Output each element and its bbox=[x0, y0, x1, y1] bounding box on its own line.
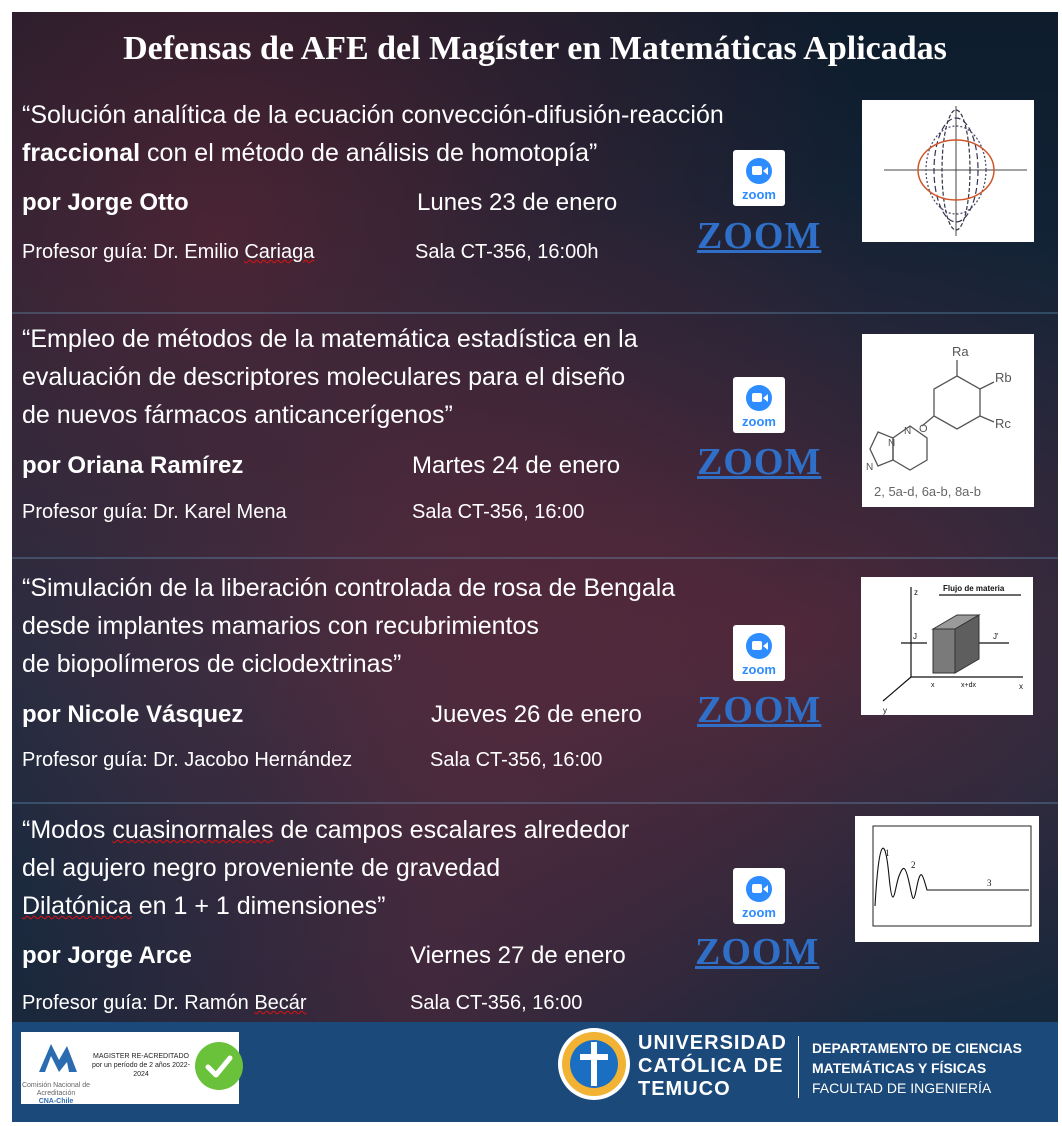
talk-title-line: “Simulación de la liberación controlada de rosa de Bengala bbox=[22, 574, 676, 602]
talk-title-line: desde implantes mamarios con recubrimientos bbox=[22, 612, 539, 640]
ellipse-plot-svg bbox=[862, 100, 1034, 242]
potential-curve bbox=[875, 848, 1029, 906]
region-label-1: 1 bbox=[885, 848, 890, 858]
talk-title bbox=[22, 811, 629, 925]
page-title: Defensas de AFE del Magíster en Matemáticas Aplicadas bbox=[123, 30, 947, 67]
talk-title-line: del agujero negro proveniente de gravedad bbox=[22, 854, 501, 882]
advisor: Profesor guía: Dr. Jacobo Hernández bbox=[22, 749, 353, 771]
region-label-2: 2 bbox=[911, 860, 916, 870]
region-label-3: 3 bbox=[987, 878, 992, 888]
poster bbox=[12, 12, 1058, 1122]
zoom-app-icon[interactable] bbox=[733, 625, 785, 681]
university-name bbox=[638, 1032, 787, 1101]
x-position-label: x bbox=[931, 682, 935, 689]
university-line: CATÓLICA DE bbox=[638, 1055, 784, 1077]
bond bbox=[980, 382, 994, 389]
label-ra: Ra bbox=[952, 344, 969, 359]
cube-front bbox=[933, 629, 955, 673]
video-camera-icon bbox=[746, 158, 772, 184]
talk-title-line: “Solución analítica de la ecuación convección-difusión-reacción bbox=[22, 101, 724, 129]
zoom-link[interactable]: ZOOM bbox=[695, 931, 820, 973]
cna-abbr: CNA-Chile bbox=[38, 1098, 74, 1105]
cna-name-text: Comisión Nacional de Acreditación bbox=[21, 1082, 91, 1097]
zoom-icon-label: zoom bbox=[742, 414, 776, 429]
talk-title-line: “Modos bbox=[22, 816, 113, 844]
cna-logo-icon bbox=[29, 1040, 89, 1074]
figure-molecule bbox=[862, 334, 1034, 507]
talk-title bbox=[22, 96, 724, 172]
zoom-link[interactable]: ZOOM bbox=[697, 689, 822, 731]
room-time: Sala CT-356, 16:00h bbox=[415, 241, 599, 263]
potential-plot-svg bbox=[855, 816, 1039, 942]
talk-date: Lunes 23 de enero bbox=[417, 189, 618, 216]
y-label: y bbox=[883, 706, 887, 715]
advisor bbox=[22, 241, 314, 264]
talk-date: Jueves 26 de enero bbox=[431, 701, 642, 728]
talk-date: Viernes 27 de enero bbox=[410, 942, 626, 969]
x-axis-label: x bbox=[1019, 682, 1023, 691]
talk-title-line: en 1 + 1 dimensiones” bbox=[131, 892, 386, 920]
faculty-line: FACULTAD DE INGENIERÍA bbox=[812, 1080, 992, 1096]
department-name bbox=[812, 1038, 1022, 1098]
logo-cross-vertical bbox=[591, 1042, 597, 1086]
cna-logo-shape bbox=[39, 1044, 77, 1072]
video-camera-icon bbox=[746, 385, 772, 411]
room-time: Sala CT-356, 16:00 bbox=[412, 501, 585, 523]
benzene-ring bbox=[934, 376, 980, 429]
figure-mass-flux bbox=[861, 577, 1033, 715]
checkmark-icon bbox=[195, 1042, 243, 1090]
advisor-surname: Cariaga bbox=[244, 241, 315, 263]
footer-bar bbox=[12, 1022, 1058, 1122]
talk-title-line: de nuevos fármacos anticancerígenos” bbox=[22, 401, 453, 429]
talk-title-squiggle: Dilatónica bbox=[22, 892, 132, 920]
label-rc: Rc bbox=[995, 416, 1011, 431]
university-line: UNIVERSIDAD bbox=[638, 1032, 787, 1054]
mass-flux-svg bbox=[861, 577, 1033, 715]
background-streak bbox=[12, 557, 1058, 559]
talk-title-line: de campos escalares alrededor bbox=[273, 816, 630, 844]
background-streak bbox=[12, 802, 1058, 804]
talk-title bbox=[22, 569, 675, 683]
talk-title-squiggle: cuasinormales bbox=[112, 816, 274, 844]
footer-divider bbox=[798, 1036, 799, 1098]
advisor bbox=[22, 992, 307, 1015]
talk-title-bold: fraccional bbox=[22, 139, 141, 167]
checkmark-stroke bbox=[208, 1058, 230, 1075]
video-camera-icon bbox=[746, 633, 772, 659]
figure-caption: 2, 5a-d, 6a-b, 8a-b bbox=[874, 484, 981, 499]
cna-name bbox=[21, 1082, 91, 1106]
university-line: TEMUCO bbox=[638, 1078, 731, 1100]
talk-title-line: evaluación de descriptores moleculares para el diseño bbox=[22, 363, 626, 391]
room-time: Sala CT-356, 16:00 bbox=[430, 749, 603, 771]
zoom-app-icon[interactable] bbox=[733, 868, 785, 924]
zoom-icon-label: zoom bbox=[742, 905, 776, 920]
checkmark-svg bbox=[195, 1042, 243, 1090]
x-dx-label: x+dx bbox=[961, 682, 976, 689]
zoom-icon-label: zoom bbox=[742, 187, 776, 202]
background-streak bbox=[12, 312, 1058, 314]
advisor: Profesor guía: Dr. Karel Mena bbox=[22, 501, 287, 523]
advisor-prefix: Profesor guía: Dr. Emilio bbox=[22, 241, 245, 263]
plot-frame bbox=[873, 826, 1031, 926]
cna-accreditation-badge bbox=[21, 1032, 239, 1104]
flux-out-label: J' bbox=[993, 632, 999, 641]
zoom-icon-label: zoom bbox=[742, 662, 776, 677]
z-label: z bbox=[914, 588, 918, 597]
figure-ellipse-plot bbox=[862, 100, 1034, 242]
flux-in-label: J bbox=[913, 632, 917, 641]
label-o: O bbox=[919, 423, 928, 435]
zoom-app-icon[interactable] bbox=[733, 377, 785, 433]
label-n: N bbox=[888, 438, 896, 449]
y-axis bbox=[883, 677, 911, 701]
zoom-link[interactable]: ZOOM bbox=[697, 441, 822, 483]
department-line: DEPARTAMENTO DE CIENCIAS bbox=[812, 1040, 1023, 1056]
label-n: N bbox=[866, 462, 874, 473]
talk-date: Martes 24 de enero bbox=[412, 452, 621, 479]
presenter-name: por Jorge Arce bbox=[22, 942, 192, 969]
label-n: N bbox=[904, 426, 912, 437]
advisor-prefix: Profesor guía: Dr. Ramón bbox=[22, 992, 255, 1014]
label-rb: Rb bbox=[995, 370, 1012, 385]
flow-label: Flujo de materia bbox=[943, 584, 1005, 593]
zoom-app-icon[interactable] bbox=[733, 150, 785, 206]
logo-cross-horizontal bbox=[580, 1054, 608, 1060]
zoom-link[interactable]: ZOOM bbox=[697, 215, 822, 257]
presenter-name: por Oriana Ramírez bbox=[22, 452, 244, 479]
talk-title-line: “Empleo de métodos de la matemática estadística en la bbox=[22, 325, 638, 353]
talk-title-line: de biopolímeros de ciclodextrinas” bbox=[22, 650, 402, 678]
talk-title-line: con el método de análisis de homotopía” bbox=[140, 139, 598, 167]
video-camera-icon bbox=[746, 876, 772, 902]
uct-logo-icon bbox=[558, 1028, 630, 1100]
room-time: Sala CT-356, 16:00 bbox=[410, 992, 583, 1014]
presenter-name: por Nicole Vásquez bbox=[22, 701, 244, 728]
presenter-name: por Jorge Otto bbox=[22, 189, 189, 216]
bond bbox=[980, 416, 994, 422]
cna-statement: MAGISTER RE-ACREDITADO por un período de 2 años 2022-2024 bbox=[91, 1053, 191, 1078]
molecule-svg bbox=[862, 334, 1034, 507]
figure-potential-plot bbox=[855, 816, 1039, 942]
talk-title bbox=[22, 320, 638, 434]
advisor-surname: Becár bbox=[254, 992, 307, 1014]
department-line: MATEMÁTICAS Y FÍSICAS bbox=[812, 1060, 987, 1076]
uct-logo-svg bbox=[558, 1028, 630, 1100]
